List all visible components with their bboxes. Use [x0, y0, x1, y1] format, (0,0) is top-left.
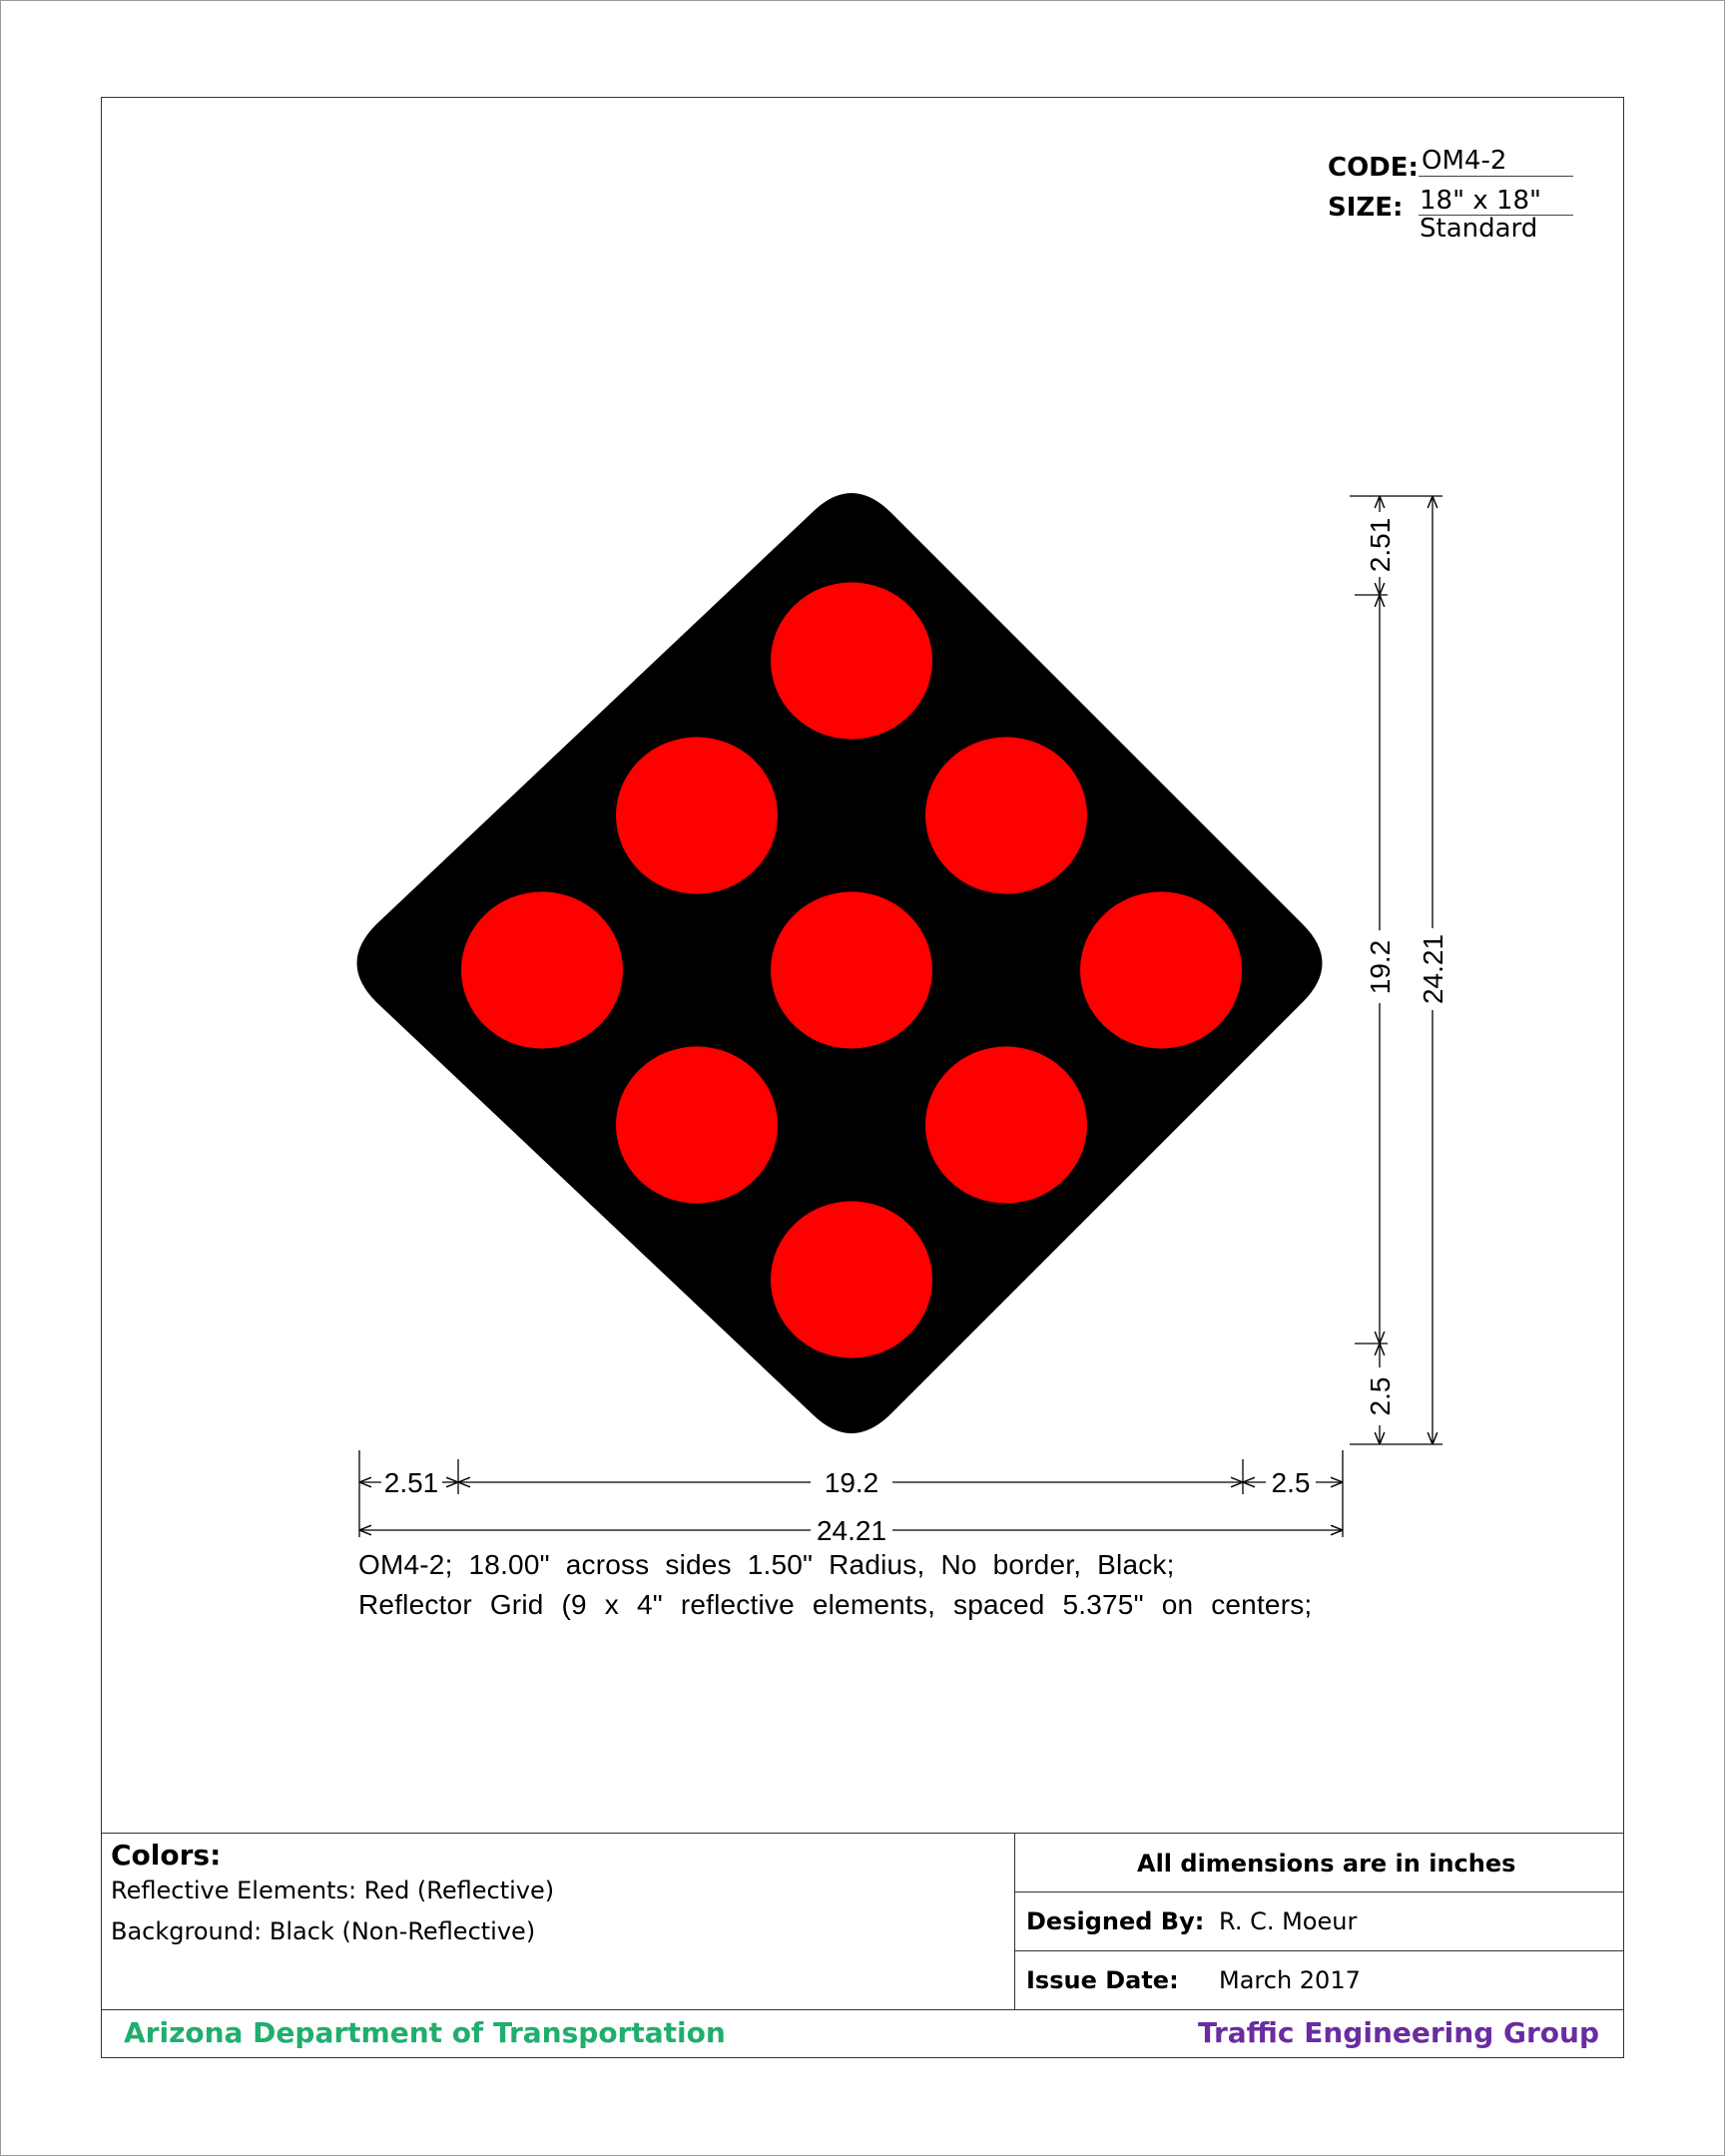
dim-vertical-middle-label: 19.2 — [1365, 939, 1396, 995]
reflective-element-3 — [461, 891, 623, 1048]
footer-agency: Arizona Department of Transportation — [124, 2016, 726, 2049]
title-block-divider — [1014, 1833, 1015, 2009]
reflective-element-2 — [616, 737, 778, 893]
reflective-element-9 — [771, 1201, 932, 1357]
code-value: OM4-2 — [1422, 146, 1507, 176]
reflective-element-8 — [925, 1046, 1087, 1203]
info-row-rule-1 — [1014, 1891, 1624, 1892]
footer-rule — [101, 2009, 1624, 2010]
dim-vertical-top-label: 2.51 — [1365, 517, 1396, 573]
note-line-1: OM4-2; 18.00" across sides 1.50" Radius, No border, Black; — [358, 1549, 1175, 1580]
colors-reflective-elements: Reflective Elements: Red (Reflective) — [111, 1877, 555, 1904]
units-note: All dimensions are in inches — [1137, 1850, 1516, 1878]
dim-horizontal-total-label: 24.21 — [816, 1515, 887, 1546]
colors-title: Colors: — [111, 1839, 222, 1872]
reflective-element-5 — [771, 891, 932, 1048]
dim-vertical-bottom-label: 2.5 — [1365, 1376, 1396, 1416]
designed-by-value: R. C. Moeur — [1219, 1907, 1358, 1935]
note-line-2: Reflector Grid (9 x 4" reflective elements, spaced 5.375" on centers; — [358, 1589, 1313, 1620]
size-value: 18" x 18" — [1420, 186, 1542, 216]
dim-vertical-total-label: 24.21 — [1418, 933, 1448, 1005]
colors-background: Background: Black (Non-Reflective) — [111, 1917, 536, 1945]
dim-horizontal-left-label: 2.51 — [383, 1467, 439, 1498]
reflective-element-1 — [771, 582, 932, 739]
size-note: Standard — [1420, 214, 1538, 244]
issue-date-label: Issue Date: — [1026, 1966, 1179, 1994]
reflective-element-7 — [1080, 891, 1242, 1048]
reflective-element-6 — [616, 1046, 778, 1203]
code-label: CODE: — [1328, 153, 1419, 183]
issue-date-value: March 2017 — [1219, 1966, 1361, 1994]
dim-horizontal-middle-label: 19.2 — [824, 1467, 879, 1498]
info-row-rule-2 — [1014, 1950, 1624, 1951]
size-label: SIZE: — [1328, 193, 1404, 223]
footer-group: Traffic Engineering Group — [1197, 2016, 1599, 2049]
reflective-element-4 — [925, 737, 1087, 893]
title-block-top-rule — [101, 1833, 1624, 1834]
designed-by-label: Designed By: — [1026, 1907, 1205, 1935]
dim-horizontal-right-label: 2.5 — [1271, 1467, 1311, 1498]
reflective-elements — [461, 582, 1242, 1357]
